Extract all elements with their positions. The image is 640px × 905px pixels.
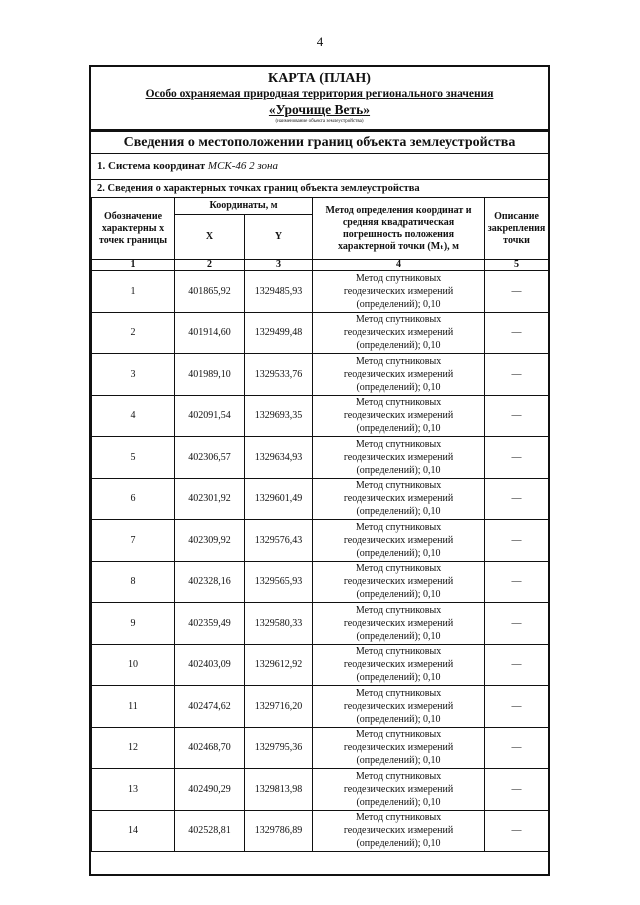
map-header — [91, 67, 548, 128]
method-cell — [313, 271, 485, 313]
point-number: 11 — [92, 686, 175, 728]
col-number: 3 — [245, 260, 313, 271]
coord-x: 402309,92 — [175, 520, 245, 562]
method-cell — [313, 810, 485, 852]
point-number: 4 — [92, 395, 175, 437]
coord-y: 1329795,36 — [245, 727, 313, 769]
method-line: (определений); 0,10 — [356, 630, 441, 642]
point-description: — — [485, 478, 549, 520]
method-line: (определений); 0,10 — [356, 547, 441, 559]
point-description: — — [485, 727, 549, 769]
table-row — [92, 603, 549, 645]
point-description: — — [485, 561, 549, 603]
method-line: (определений); 0,10 — [356, 589, 441, 601]
method-line: (определений); 0,10 — [356, 298, 441, 310]
method-line: геодезических измерений — [343, 285, 454, 297]
table-row — [92, 644, 549, 686]
point-description: — — [485, 395, 549, 437]
coord-x: 402306,57 — [175, 437, 245, 479]
method-line: (определений); 0,10 — [356, 672, 441, 684]
table-row — [92, 520, 549, 562]
point-number: 8 — [92, 561, 175, 603]
points-table — [91, 197, 549, 852]
method-cell — [313, 561, 485, 603]
method-cell — [313, 437, 485, 479]
coord-y: 1329786,89 — [245, 810, 313, 852]
point-number: 12 — [92, 727, 175, 769]
page-number: 4 — [316, 34, 324, 49]
col-number: 2 — [175, 260, 245, 271]
section-title: Сведения о местоположении границ объекта землеустройства — [91, 129, 548, 153]
coord-x: 402328,16 — [175, 561, 245, 603]
method-line: геодезических измерений — [343, 659, 454, 671]
method-line: Метод спутниковых — [355, 563, 442, 575]
method-line: геодезических измерений — [343, 576, 454, 588]
point-number: 7 — [92, 520, 175, 562]
point-number: 3 — [92, 354, 175, 396]
table-row — [92, 810, 549, 852]
method-line: геодезических измерений — [343, 617, 454, 629]
coord-y: 1329565,93 — [245, 561, 313, 603]
map-title: КАРТА (ПЛАН) — [268, 71, 371, 86]
document-frame — [89, 65, 550, 876]
method-line: Метод спутниковых — [355, 355, 442, 367]
coord-y: 1329485,93 — [245, 271, 313, 313]
method-cell — [313, 520, 485, 562]
method-line: Метод спутниковых — [355, 604, 442, 616]
table-row — [92, 478, 549, 520]
col-header-coords: Координаты, м — [175, 198, 313, 215]
method-line: геодезических измерений — [343, 742, 454, 754]
point-number: 6 — [92, 478, 175, 520]
method-line: (определений); 0,10 — [356, 838, 441, 850]
method-line: (определений); 0,10 — [356, 423, 441, 435]
point-number: 10 — [92, 644, 175, 686]
object-caption: (наименование объекта землеустройства) — [275, 119, 364, 124]
point-description: — — [485, 810, 549, 852]
method-line: геодезических измерений — [343, 327, 454, 339]
method-line: (определений); 0,10 — [356, 381, 441, 393]
coord-x: 402528,81 — [175, 810, 245, 852]
coord-y: 1329580,33 — [245, 603, 313, 645]
coord-y: 1329612,92 — [245, 644, 313, 686]
method-cell — [313, 603, 485, 645]
method-line: Метод спутниковых — [355, 272, 442, 284]
coord-x: 402403,09 — [175, 644, 245, 686]
coord-x: 402091,54 — [175, 395, 245, 437]
table-row — [92, 271, 549, 313]
point-number: 14 — [92, 810, 175, 852]
point-description: — — [485, 437, 549, 479]
table-row — [92, 312, 549, 354]
coord-x: 402490,29 — [175, 769, 245, 811]
coord-y: 1329693,35 — [245, 395, 313, 437]
point-description: — — [485, 354, 549, 396]
method-line: геодезических измерений — [343, 410, 454, 422]
col-number: 4 — [313, 260, 485, 271]
coord-x: 401989,10 — [175, 354, 245, 396]
point-description: — — [485, 312, 549, 354]
method-line: геодезических измерений — [343, 368, 454, 380]
method-line: геодезических измерений — [343, 534, 454, 546]
col-header-point: Обозначение характерны х точек границы — [92, 198, 175, 260]
coord-x: 401865,92 — [175, 271, 245, 313]
coord-y: 1329576,43 — [245, 520, 313, 562]
point-description: — — [485, 686, 549, 728]
method-line: геодезических измерений — [343, 783, 454, 795]
method-line: (определений); 0,10 — [356, 340, 441, 352]
table-row — [92, 561, 549, 603]
method-cell — [313, 686, 485, 728]
coord-y: 1329716,20 — [245, 686, 313, 728]
coord-y: 1329499,48 — [245, 312, 313, 354]
method-line: Метод спутниковых — [355, 770, 442, 782]
method-line: Метод спутниковых — [355, 397, 442, 409]
method-cell — [313, 644, 485, 686]
coord-y: 1329533,76 — [245, 354, 313, 396]
method-cell — [313, 354, 485, 396]
method-line: (определений); 0,10 — [356, 755, 441, 767]
coord-system-row — [91, 153, 548, 179]
method-line: (определений); 0,10 — [356, 796, 441, 808]
object-name: «Урочище Веть» — [268, 102, 371, 117]
method-line: (определений); 0,10 — [356, 464, 441, 476]
table-row — [92, 437, 549, 479]
method-line: геодезических измерений — [343, 451, 454, 463]
method-line: Метод спутниковых — [355, 521, 442, 533]
method-cell — [313, 727, 485, 769]
method-line: Метод спутниковых — [355, 646, 442, 658]
coord-x: 401914,60 — [175, 312, 245, 354]
method-line: Метод спутниковых — [355, 480, 442, 492]
coord-x: 402468,70 — [175, 727, 245, 769]
point-number: 5 — [92, 437, 175, 479]
method-line: Метод спутниковых — [355, 729, 442, 741]
point-description: — — [485, 644, 549, 686]
coord-system-value: МСК-46 2 зона — [207, 160, 278, 172]
coord-y: 1329813,98 — [245, 769, 313, 811]
method-line: Метод спутниковых — [355, 438, 442, 450]
table-row — [92, 395, 549, 437]
method-line: (определений); 0,10 — [356, 713, 441, 725]
method-line: Метод спутниковых — [355, 812, 442, 824]
point-description: — — [485, 271, 549, 313]
method-cell — [313, 395, 485, 437]
point-number: 13 — [92, 769, 175, 811]
col-header-desc: Описание закрепления точки — [485, 198, 549, 260]
column-numbers-row — [92, 260, 549, 271]
method-line: геодезических измерений — [343, 825, 454, 837]
method-line: Метод спутниковых — [355, 687, 442, 699]
point-description: — — [485, 603, 549, 645]
coord-x: 402474,62 — [175, 686, 245, 728]
col-header-x: X — [175, 215, 245, 260]
col-header-method: Метод определения координат и средняя квадратическая погрешность положения характерной точки (Mₜ), м — [313, 198, 485, 260]
col-number: 1 — [92, 260, 175, 271]
method-cell — [313, 478, 485, 520]
table-row — [92, 727, 549, 769]
coord-x: 402301,92 — [175, 478, 245, 520]
coord-y: 1329634,93 — [245, 437, 313, 479]
method-line: геодезических измерений — [343, 700, 454, 712]
table-row — [92, 354, 549, 396]
method-cell — [313, 312, 485, 354]
table-row — [92, 686, 549, 728]
point-number: 2 — [92, 312, 175, 354]
points-section-title: 2. Сведения о характерных точках границ объекта землеустройства — [91, 179, 548, 197]
point-number: 9 — [92, 603, 175, 645]
method-line: геодезических измерений — [343, 493, 454, 505]
point-description: — — [485, 520, 549, 562]
method-cell — [313, 769, 485, 811]
method-line: Метод спутниковых — [355, 314, 442, 326]
territory-subtitle: Особо охраняемая природная территория регионального значения — [145, 88, 494, 100]
col-number: 5 — [485, 260, 549, 271]
method-line: (определений); 0,10 — [356, 506, 441, 518]
coord-x: 402359,49 — [175, 603, 245, 645]
point-description: — — [485, 769, 549, 811]
col-header-y: Y — [245, 215, 313, 260]
point-number: 1 — [92, 271, 175, 313]
coord-system-label: 1. Система координат — [97, 160, 206, 172]
table-row — [92, 769, 549, 811]
coord-y: 1329601,49 — [245, 478, 313, 520]
